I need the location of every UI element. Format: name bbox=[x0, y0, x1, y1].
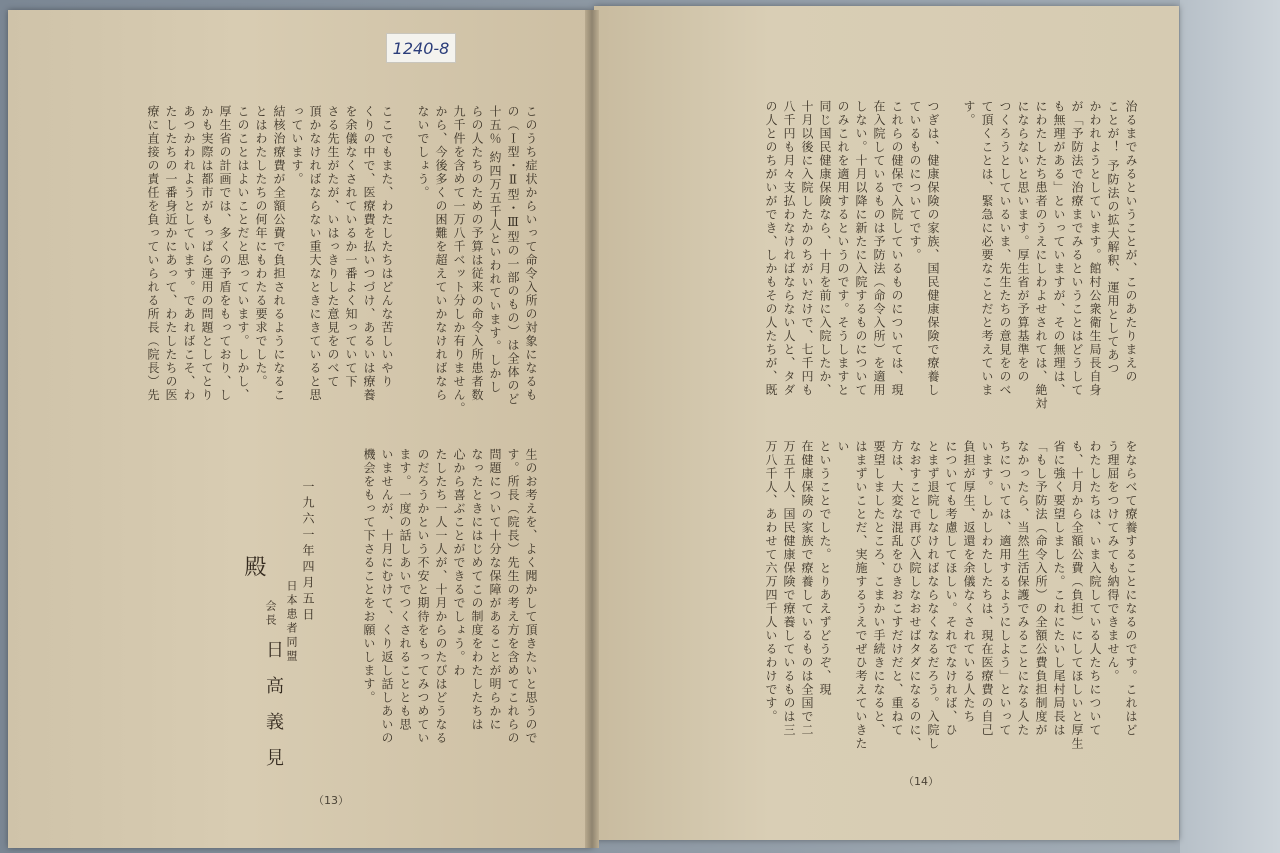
author-role: 会長 bbox=[264, 600, 277, 628]
left-page-text-top: このうち症状からいって命令入所の対象になるも の（Ｉ型・Ⅱ型・Ⅲ型の一部のもの）は全体のど 十五％ 約四万五千人といわれています。しかし らの人たちのための予算は従来の命令入所患者数 九千件を含めて一万八千ベット分しか有りません。 から、今後多くの困難を超えていかなければなら ないでしょう。 ここでもまた、わたしたちはどんな苦しいやり くりの中で、医療費を払いつづけ、あるいは療養 を余儀なくされているか一番よく知っていて下 さる先生がたが、いはっきりした意見をのべて 頂かなければならない重大なときにきていると思 っています。 結核治療費が全額公費で負担されるようになるこ とはわたしたちの何年にもわたる要求でした。 このことはよいことだと思っています。しかし、 厚生省の計画では、多くの予盾をもっており、し かも実際は都市がもっぱら運用の問題としてとり あつかわれようとしています。であればこそ、わ たしたちの一番身近かにあって、わたしたちの医 療に直接の責任を負っていられる所長（院長）先 bbox=[146, 105, 538, 416]
left-page-text-bottom: 生のお考えを、よく聞かして頂きたいと思うので す。所長（院長）先生の考え方を含めてこれらの 問題について十分な保障があることが明らかに なったときにはじめてこの制度をわたしたちは 心から喜ぶことができるでしょう。わ たしたち一人一人が、十月からのたびはどうなる のだろうかという不安と期待をもってみつめてい ます。一度の話しあいでつくされることとも思 いませんが、十月にむけて、くり返し話しあいの 機会をもって下さることをお願いします。 bbox=[362, 448, 538, 745]
book-spine bbox=[585, 10, 599, 848]
right-page-text-top: 治るまでみるということが、このあたりまえの ことが！ 予防法の拡大解釈、運用としてあつ かわれようとしています。館村公衆衛生局長自身 が「予防法で治療までみるということはどうして も無理がある」といっていますが、その無理は、 にわたしたち患者のうえにしわよせされては、絶対 にならないと思います。厚生省が予算基準をの つくろうとしているいま、先生たちの意見をのべ て頂くことは、緊急に必要なことだと考えていま す。 つぎは、健康保険の家族、国民健康保険で療養し ているものについてです。 これらの健保で入院しているものについては、現 在入院しているものは予防法（命令入所）を適用 しない。十月以降に新たに入院するものについて のみこれを適用するというのです。そうしますと 同じ国民健康保険なら、十月を前に入院したか、 十月以後に入院したかのちがいだけで、七千円も 八千円も月々支払わなければならない人と、タダ の人とのちがいができ、しかもその人たちが、既 bbox=[764, 100, 1138, 411]
author-name: 日高義見 bbox=[263, 640, 284, 784]
page-number-right: （14） bbox=[903, 775, 939, 788]
right-page-text-bottom: をならべて療養することになるのです。これはど う理屈をつけてみても納得できません。 わたしたちは、いま入院している人たちについて も、十月から全額公費（負担）にしてほしいと厚生 省に強く要望しました。これにたいし尾村局長は 「もし予防法（命令入所）の全額公費負担制度が なかったら、当然生活保護でみることになる人た ちについては、適用するようにしよう」といって います。しかしわたしたちは、現在医療費の自己 負担が厚生、返還を余儀なくされている人たち についても考慮してほしい。それでなければ、ひ とまず退院しなければならなくなるだろう。入院し なおすことで再び入院しなおせばタダになるのに、 方は、大変な混乱をひきおこすだけだと、重ねて 要望しましたところ、こまかい手続きになると、 はまずいことだ、実施するうえでぜひ考えていきたい ということでした。とりあえずどうぞ、現 在健康保険の家族で療養しているものは全国で二 万五千人、国民健康保険で療養しているものは三 万八千人、あわせて六万四千人いるわけです。 bbox=[764, 440, 1138, 751]
author-organization: 日本患者同盟 bbox=[285, 580, 298, 664]
background-edge bbox=[1180, 0, 1280, 853]
letter-date: 一九六一年四月五日 bbox=[301, 480, 315, 624]
catalog-sticker: 1240-8 bbox=[386, 33, 456, 63]
page-number-left: （13） bbox=[313, 794, 349, 807]
recipient-honorific: 殿 bbox=[241, 555, 266, 577]
